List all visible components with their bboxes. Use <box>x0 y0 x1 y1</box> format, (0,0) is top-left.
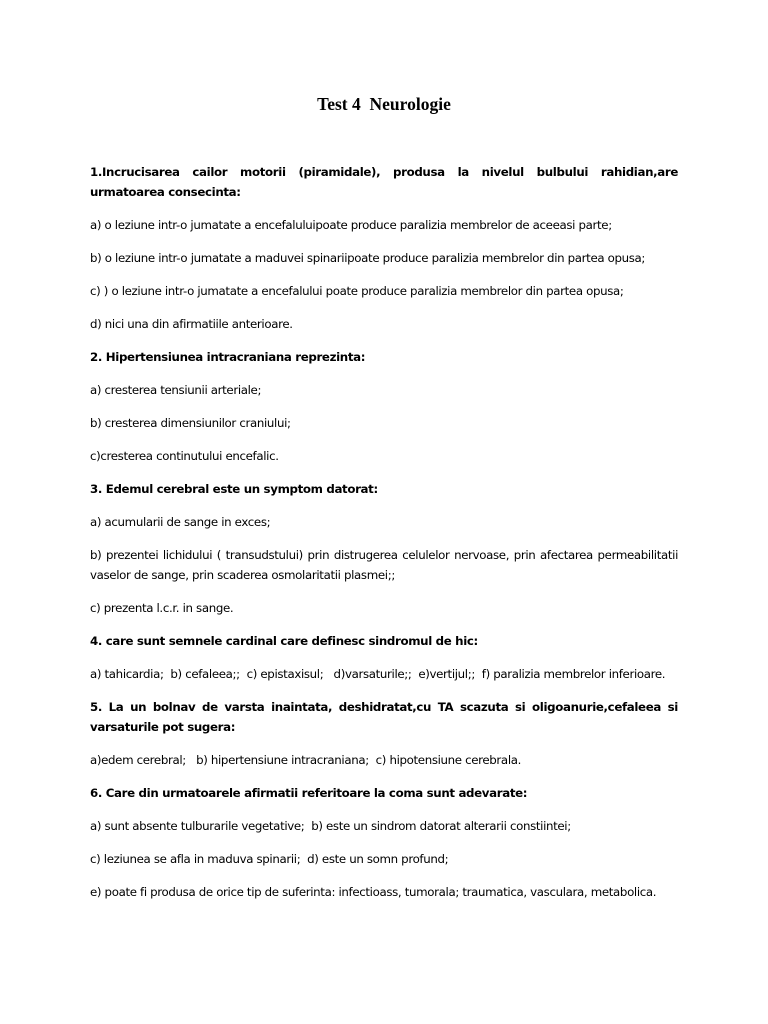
question-6-text: 6. Care din urmatoarele afirmatii referitoare la coma sunt adevarate: <box>90 786 528 800</box>
question-1-text: 1.Incrucisarea cailor motorii (piramidale), produsa la nivelul bulbului rahidian,are urmatoarea consecinta: <box>90 165 678 199</box>
question-3-option-a: a) acumularii de sange in exces; <box>90 515 271 529</box>
question-3-option-c: c) prezenta l.c.r. in sange. <box>90 601 234 615</box>
question-2-text: 2. Hipertensiunea intracraniana reprezinta: <box>90 350 366 364</box>
page-title: Test 4 Neurologie <box>317 94 451 114</box>
question-5-options <box>90 750 678 770</box>
question-1-option-b: b) o leziune intr-o jumatate a maduvei spinariipoate produce paralizia membrelor din partea opusa; <box>90 251 646 265</box>
question-4-options-text: a) tahicardia; b) cefaleea;; c) epistaxisul; d)varsaturile;; e)vertijul;; f) paralizia membrelor inferioare. <box>90 667 666 681</box>
question-6-options-ab <box>90 816 678 836</box>
question-5-options-text: a)edem cerebral; b) hipertensiune intracraniana; c) hipotensiune cerebrala. <box>90 753 522 767</box>
question-6-option-e: e) poate fi produsa de orice tip de suferinta: infectioass, tumorala; traumatica, vasculara, metabolica. <box>90 885 657 899</box>
question-3-text: 3. Edemul cerebral este un symptom datorat: <box>90 482 378 496</box>
question-2-option-c: c)cresterea continutului encefalic. <box>90 449 279 463</box>
question-6-options-ab-text: a) sunt absente tulburarile vegetative; b) este un sindrom datorat alterarii constiintei; <box>90 819 571 833</box>
question-4-text: 4. care sunt semnele cardinal care definesc sindromul de hic: <box>90 634 478 648</box>
question-4-options <box>90 664 678 684</box>
question-2-option-a: a) cresterea tensiunii arteriale; <box>90 383 262 397</box>
question-6-options-cd-text: c) leziunea se afla in maduva spinarii; d) este un somn profund; <box>90 852 449 866</box>
question-3-option-b: b) prezentei lichidului ( transudstului) prin distrugerea celulelor nervoase, prin afectarea permeabilitatii vaselor de sange, prin scaderea osmolaritatii plasmei;; <box>90 548 678 582</box>
question-5-text: 5. La un bolnav de varsta inaintata, deshidratat,cu TA scazuta si oligoanurie,cefaleea si varsaturile pot sugera: <box>90 700 678 734</box>
question-2-option-b: b) cresterea dimensiunilor craniului; <box>90 416 291 430</box>
question-1-option-c: c) ) o leziune intr-o jumatate a encefalului poate produce paralizia membrelor din partea opusa; <box>90 284 624 298</box>
question-6-options-cd <box>90 849 678 869</box>
question-1-option-d: d) nici una din afirmatiile anterioare. <box>90 317 293 331</box>
question-list <box>90 162 678 915</box>
question-1-option-a: a) o leziune intr-o jumatate a encefaluluipoate produce paralizia membrelor de aceeasi parte; <box>90 218 612 232</box>
